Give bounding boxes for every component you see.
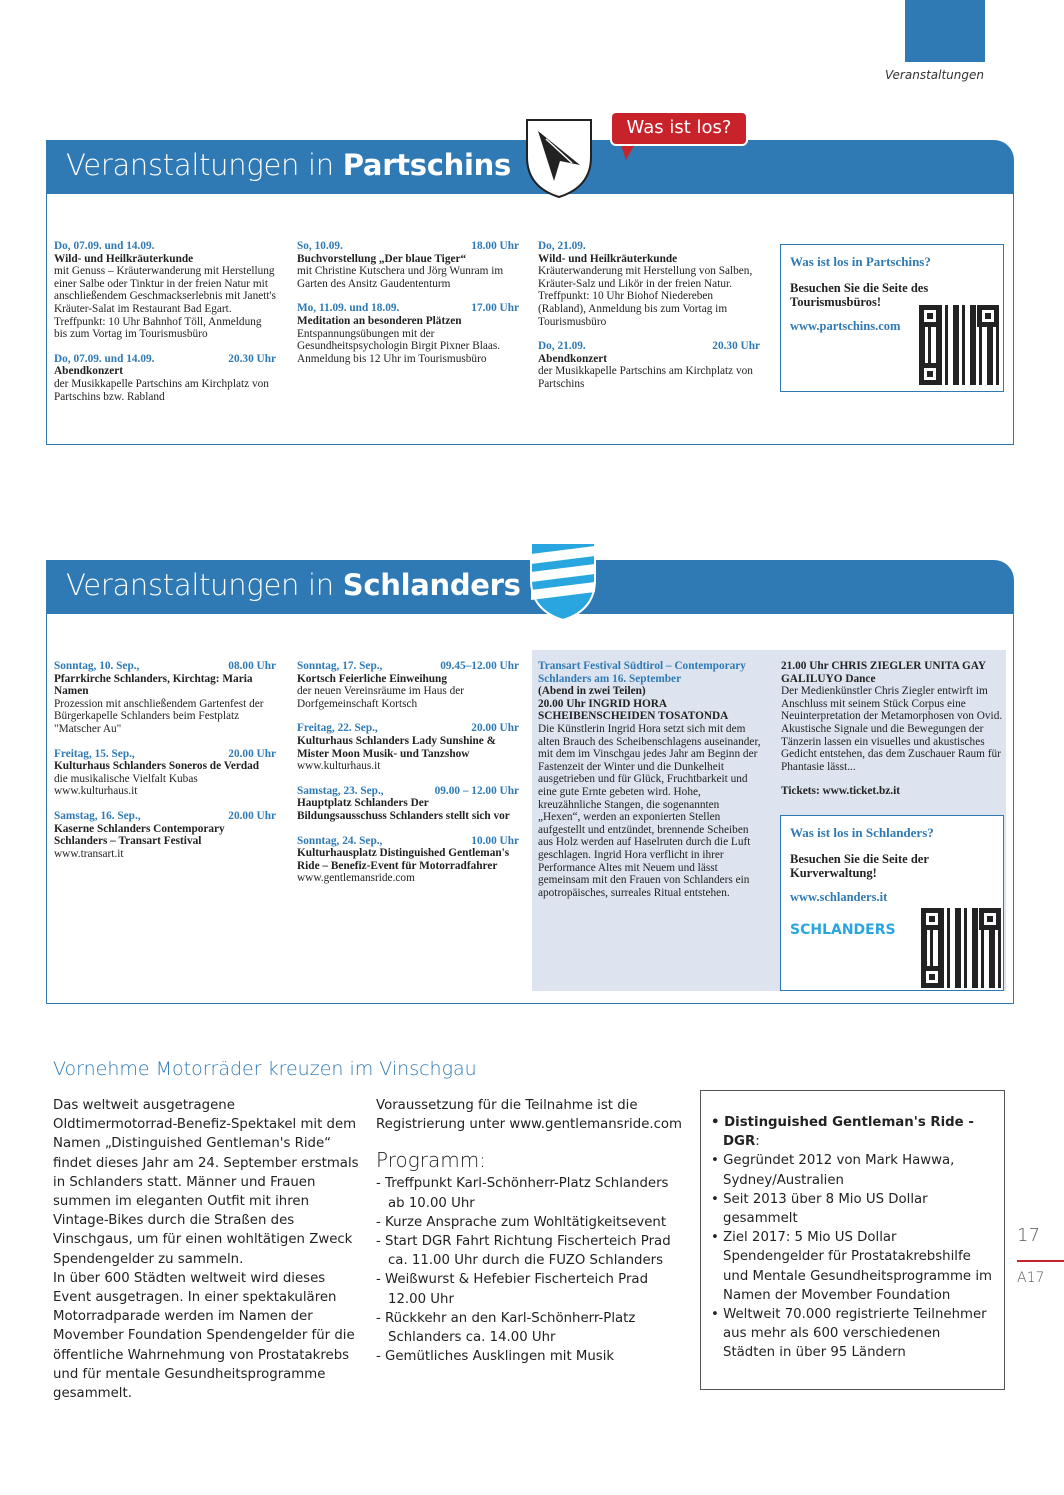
list-item: • Weltweit 70.000 registrierte Teilnehmer aus mehr als 600 verschiedenen Städten in über 95 Ländern xyxy=(711,1305,994,1363)
section-label: Veranstaltungen xyxy=(885,68,984,82)
list-item: • Distinguished Gentleman's Ride - DGR: xyxy=(711,1113,994,1151)
section-tab xyxy=(905,0,985,62)
event: Sonntag, 17. Sep., 09.45–12.00 Uhr Kortsch Feierliche Einweihung der neuen Vereinsräume im Haus der Dorfgemeinschaft Kortsch xyxy=(297,660,519,710)
list-item: • Seit 2013 über 8 Mio US Dollar gesammelt xyxy=(711,1190,994,1228)
list-item: - Treffpunkt Karl-Schönherr-Platz Schlanders ab 10.00 Uhr xyxy=(376,1174,688,1212)
program-list xyxy=(376,1174,688,1366)
event: So, 10.09. 18.00 Uhr Buchvorstellung „Der blaue Tiger“ mit Christine Kutschera und Jörg Wunram im Garten des Ansitz Gaudententurm xyxy=(297,240,519,290)
list-item: - Gemütliches Ausklingen mit Musik xyxy=(376,1347,688,1366)
event: Sonntag, 24. Sep., 10.00 Uhr Kulturhausplatz Distinguished Gentleman's Ride – Benefiz-Event für Motorradfahrer www.gentlemansride.com xyxy=(297,834,519,885)
chris-ziegler-col: 21.00 Uhr CHRIS ZIEGLER UNITA GAY GALILUYO Dance Der Medienkünstler Chris Ziegler entwirft im Anschluss mit seinem Stück Corpus eine Neuinterpretation der Metamorphosen von Ovid. Akustische Signale und die Bewegungen der Tänzerin lassen ein visuelles und akustisches Gedicht entstehen, das dem Zuschauer Raum für Phantasie lässt... Tickets: www.ticket.bz.it xyxy=(781,660,1003,798)
event: Do, 21.09. Wild- und Heilkräuterkunde Kräuterwanderung mit Herstellung von Salben, Kräuter-Salz und Likör in der freien Natur. Treffpunkt: 10 Uhr Biohof Niedereben (Rabland), Anmeldung bis zum Vortag im Tourismusbüro xyxy=(538,240,753,328)
event: Freitag, 15. Sep., 20.00 Uhr Kulturhaus Schlanders Soneros de Verdad die musikalische Vielfalt Kubas www.kulturhaus.it xyxy=(54,747,276,798)
event: Samstag, 23. Sep., 09.00 – 12.00 Uhr Hauptplatz Schlanders Der Bildungsausschuss Schlanders stellt sich vor xyxy=(297,784,519,822)
event: Mo, 11.09. und 18.09. 17.00 Uhr Meditation an besonderen Plätzen Entspannungsübungen mit der Gesundheitspsychologin Birgit Pixner Blaas. Anmeldung bis 12 Uhr im Tourismusbüro xyxy=(297,302,519,365)
partschins-banner: Veranstaltungen in Partschins xyxy=(46,140,1014,194)
partschins-url-link[interactable]: www.partschins.com xyxy=(790,319,901,333)
schlanders-banner: Veranstaltungen in Schlanders xyxy=(46,560,1014,614)
page-divider xyxy=(1017,1260,1064,1262)
event: Sonntag, 10. Sep., 08.00 Uhr Pfarrkirche Schlanders, Kirchtag: Maria Namen Prozession mit anschließendem Gartenfest der Bürgerkapelle Schlanders beim Festplatz "Matscher Au" xyxy=(54,660,276,735)
event: Samstag, 16. Sep., 20.00 Uhr Kaserne Schlanders Contemporary Schlanders – Transart Festival www.transart.it xyxy=(54,809,276,860)
schlanders-coat-of-arms-icon xyxy=(528,540,598,622)
partschins-col1 xyxy=(54,240,276,415)
list-item: • Gegründet 2012 von Mark Hawwa, Sydney/Australien xyxy=(711,1151,994,1189)
article-col2: Voraussetzung für die Teilnahme ist die Registrierung unter www.gentlemansride.com Programm: - Treffpunkt Karl-Schönherr-Platz Schlanders ab 10.00 Uhr - Kurze Ansprache zum Wohltätigkeitsevent - Start DGR Fahrt Richtung Fischerteich Prad ca. 11.00 Uhr durch die FUZO Schlanders - Weißwurst & Hefebier Fischerteich Prad 12.00 Uhr - Rückkehr an den Karl-Schönherr-Platz Schlanders ca. 14.00 Uhr - Gemütliches Ausklingen mit Musik xyxy=(376,1096,688,1366)
schlanders-col1 xyxy=(54,660,276,872)
list-item: - Start DGR Fahrt Richtung Fischerteich Prad ca. 11.00 Uhr durch die FUZO Schlanders xyxy=(376,1232,688,1270)
list-item: - Weißwurst & Hefebier Fischerteich Prad 12.00 Uhr xyxy=(376,1270,688,1308)
event: Do, 07.09. und 14.09. Wild- und Heilkräuterkunde mit Genuss – Kräuterwanderung mit Herstellung einer Salbe oder Tinktur in der freien Natur mit anschließendem Geschmackserlebnis mit Janett's Kräuter-Salat im Restaurant Bad Egart. Treffpunkt: 10 Uhr Bahnhof Töll, Anmeldung bis zum Vortag im Tourismusbüro xyxy=(54,240,276,341)
schlanders-logo: SCHLANDERS xyxy=(790,922,896,938)
event: Do, 21.09. 20.30 Uhr Abendkonzert der Musikkapelle Partschins am Kirchplatz von Partschins xyxy=(538,340,760,390)
schlanders-qr-code-icon xyxy=(921,908,1001,988)
article-title: Vornehme Motorräder kreuzen im Vinschgau xyxy=(53,1058,477,1080)
program-heading: Programm: xyxy=(376,1148,486,1173)
schlanders-url-link[interactable]: www.schlanders.it xyxy=(790,890,888,904)
article-col1: Das weltweit ausgetragene Oldtimermotorrad-Benefiz-Spektakel mit dem Namen „Distinguished Gentleman's Ride“ findet dieses Jahr am 24. September erstmals in Schlanders statt. Männer und Frauen summen im eleganten Outfit mit ihren Vintage-Bikes durch die Straßen des Vinschgaus, um für einen wohltätigen Zweck Spendengelder zu sammeln. In über 600 Städten weltweit wird dieses Event ausgetragen. In einer spektakulären Motorradparade werden im Namen der Movember Foundation Spendengelder für die öffentliche Wahrnehmung von Prostatakrebs und für mentale Gesundheitsprogramme gesammelt. xyxy=(53,1098,359,1402)
partschins-coat-of-arms-icon xyxy=(524,117,594,199)
was-ist-los-bubble: Was ist los? xyxy=(610,111,748,146)
partschins-col3 xyxy=(538,240,760,403)
list-item: - Rückkehr an den Karl-Schönherr-Platz Schlanders ca. 14.00 Uhr xyxy=(376,1309,688,1347)
partschins-info-box: Was ist los in Partschins? Besuchen Sie die Seite des Tourismusbüros! www.partschins.com xyxy=(780,244,1004,392)
event: Do, 07.09. und 14.09. 20.30 Uhr Abendkonzert der Musikkapelle Partschins am Kirchplatz von Partschins bzw. Rabland xyxy=(54,352,276,403)
schlanders-col2 xyxy=(297,660,519,897)
transart-col: Transart Festival Südtirol – Contemporary Schlanders am 16. September (Abend in zwei Teilen) 20.00 Uhr INGRID HORA SCHEIBENSCHEIDEN TOSATONDA Die Künstlerin Ingrid Hora setzt sich mit dem alten Brauch des Scheibenschlagens auseinander, mit dem im Vinschgau jedes Jahr am Beginn der Fastenzeit der Winter und die Dunkelheit ausgetrieben und für Glück, Fruchtbarkeit und eine gute Ernte gebeten wird. Hohe, kreuzähnliche Stangen, die sogenannten „Hexen“, werden an exponierten Stellen aufgestellt und entzündet, brennende Scheiben aus Holz werden auf Haselruten durch die Luft geschlagen. Ingrid Hora verflicht in ihrer Performance Altes mit Neuem und lässt gemeinsam mit den Frauen von Schlanders ein apotropäisches, surreales Ritual entstehen. xyxy=(538,660,761,899)
page-number: 17 xyxy=(1017,1225,1040,1246)
event: Freitag, 22. Sep., 20.00 Uhr Kulturhaus Schlanders Lady Sunshine & Mister Moon Musik- und Tanzshow www.kulturhaus.it xyxy=(297,722,519,773)
partschins-qr-code-icon xyxy=(919,305,999,385)
dgr-facts-box xyxy=(700,1090,1005,1390)
page-code: A17 xyxy=(1017,1270,1045,1286)
list-item: - Kurze Ansprache zum Wohltätigkeitsevent xyxy=(376,1213,688,1232)
list-item: • Ziel 2017: 5 Mio US Dollar Spendengelder für Prostatakrebshilfe und Mentale Gesundheitsprogramme im Namen der Movember Foundation xyxy=(711,1228,994,1305)
partschins-col2 xyxy=(297,240,519,377)
schlanders-info-box: Was ist los in Schlanders? Besuchen Sie die Seite der Kurverwaltung! www.schlanders.it SCHLANDERS xyxy=(780,815,1004,991)
